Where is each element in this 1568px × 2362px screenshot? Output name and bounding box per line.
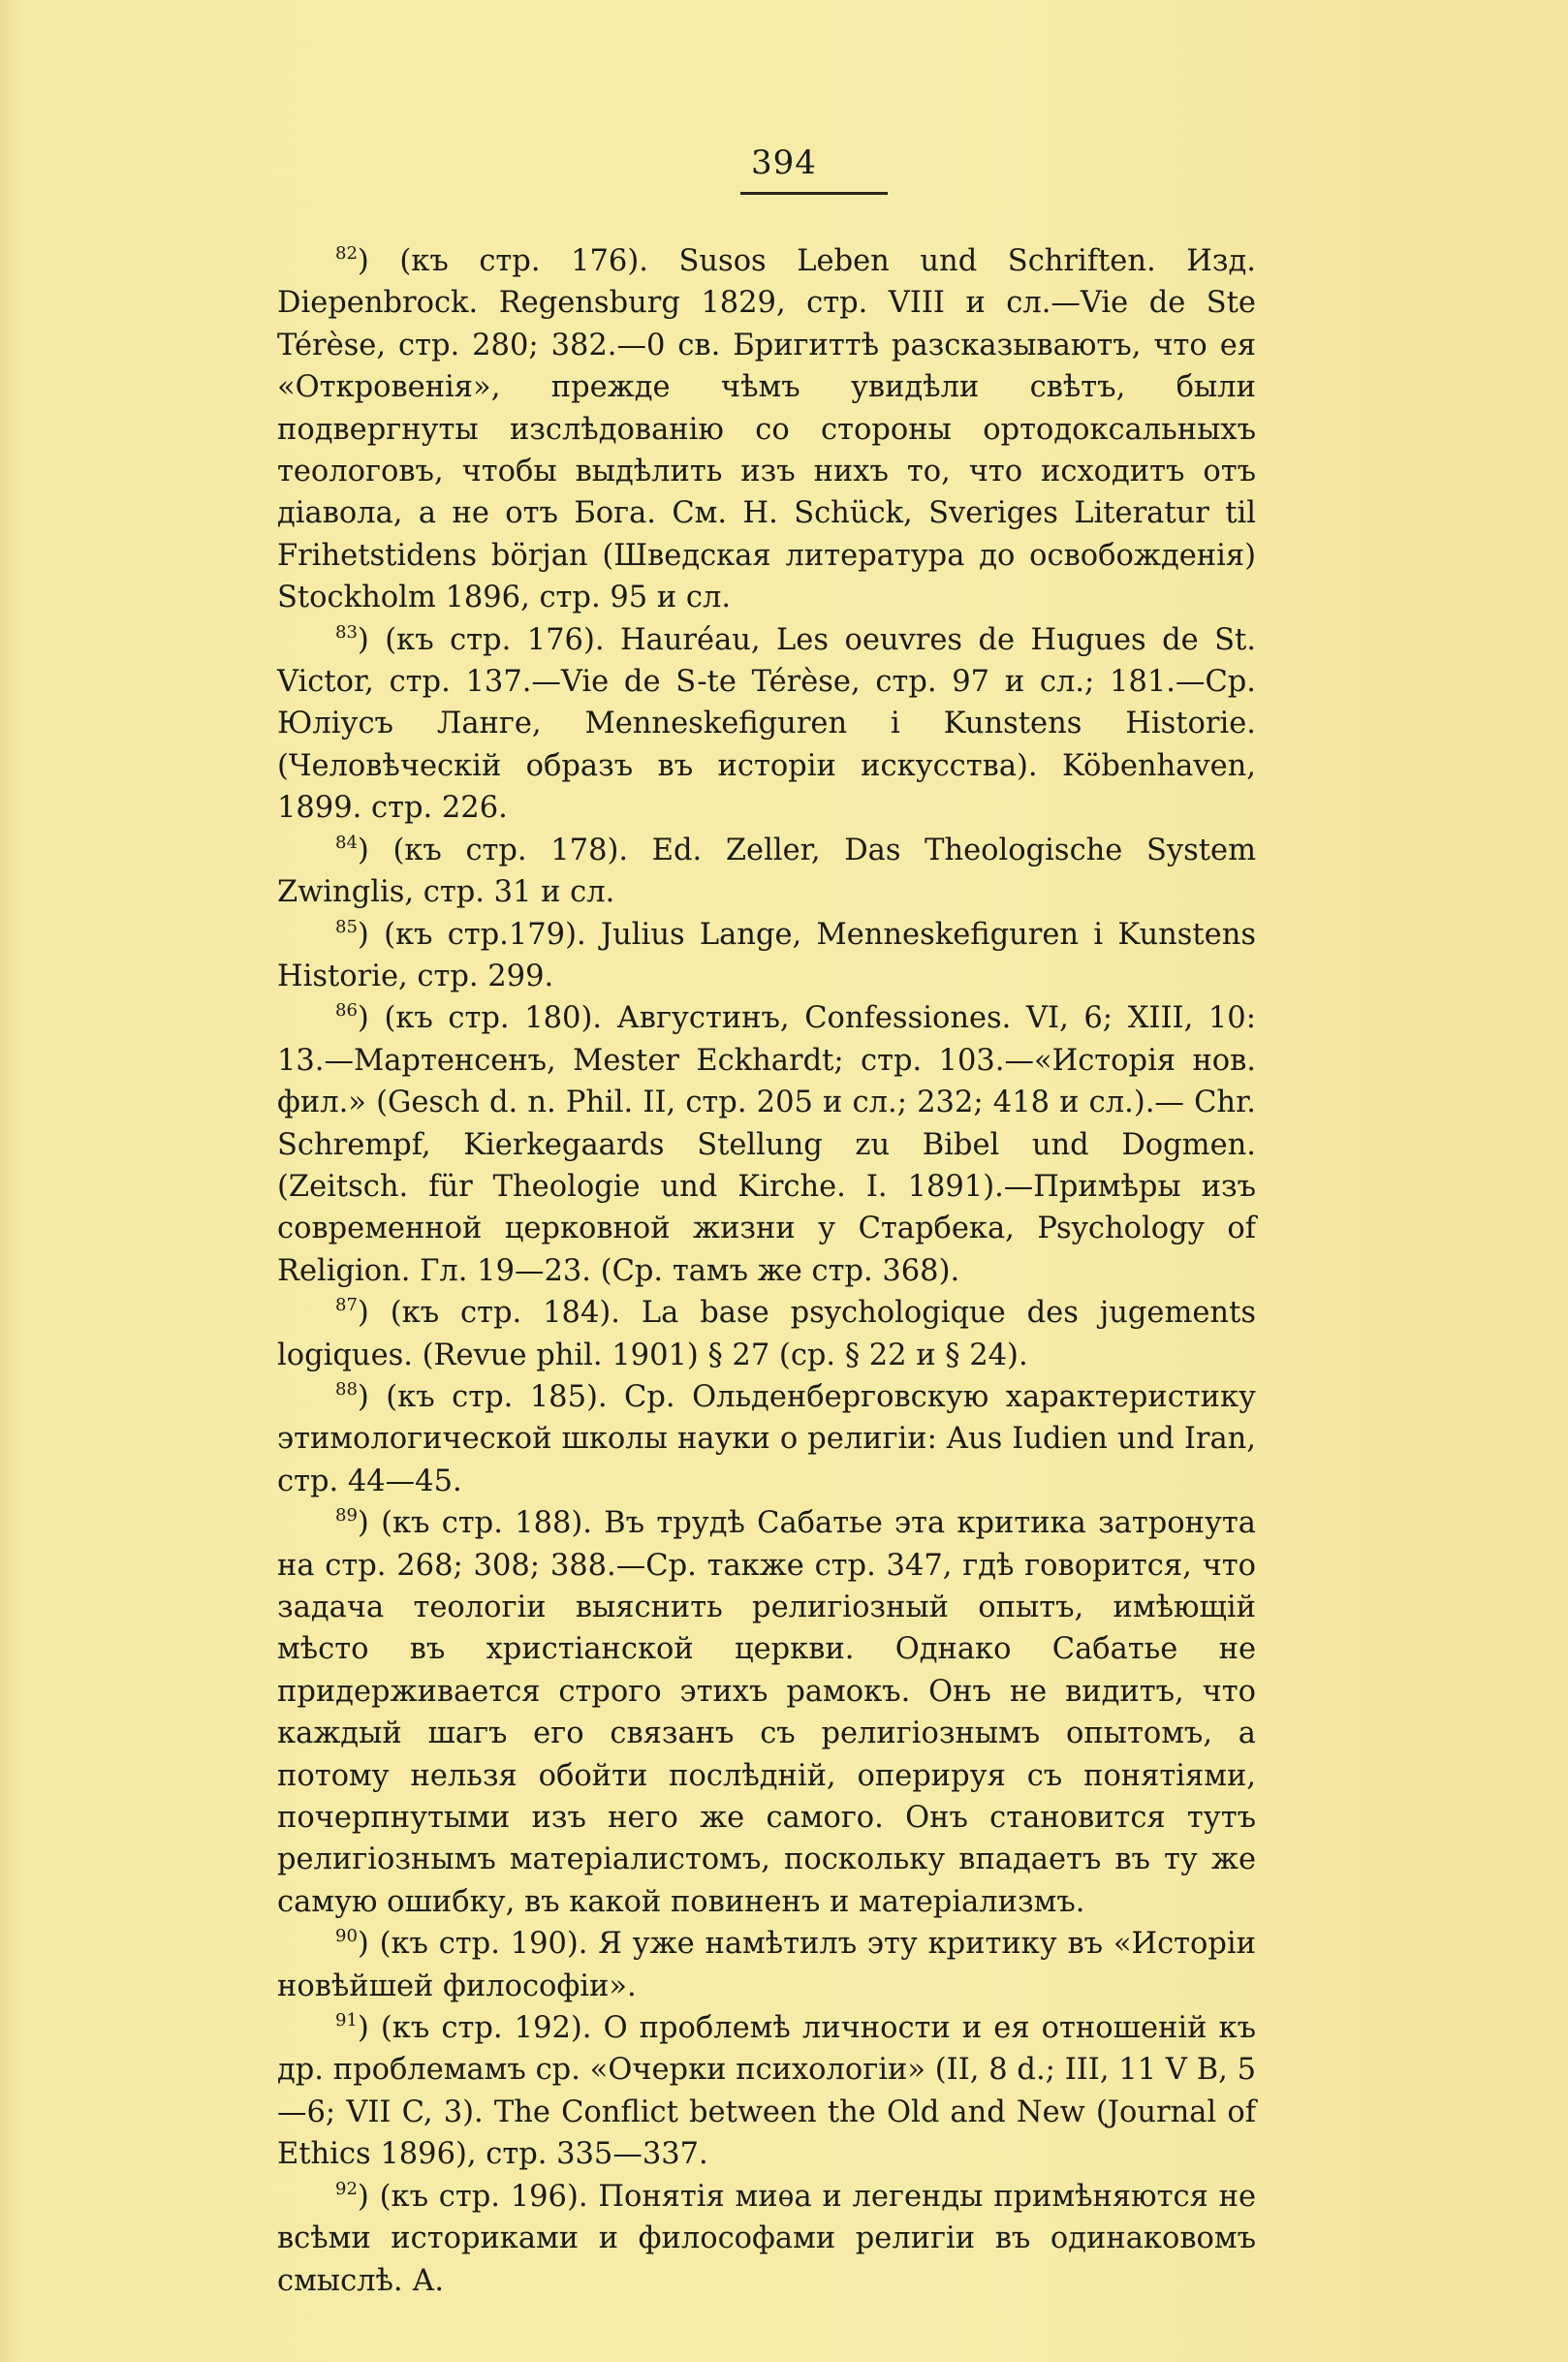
endnote-number: 82 <box>335 243 358 264</box>
endnote <box>277 2007 1256 2176</box>
endnote-number: 86 <box>335 1000 358 1022</box>
endnotes <box>277 240 1256 2302</box>
endnote-text: ) (къ стр. 176). Hauréau, Les oeuvres de Hugues de St. Victor, стр. 137.—Vie de S-te Térèse, стр. 97 и сл.; 181.—Ср. Юліусъ Ланге, Menneskefiguren i Kunstens Historie. (Человѣческій образъ въ исторіи искусства). Köbenhaven, 1899. стр. 226. <box>277 622 1256 826</box>
endnote-text: ) (къ стр. 176). Susos Leben und Schriften. Изд. Diepenbrock. Regensburg 1829, стр. VIII и сл.—Vie de Ste Térèse, стр. 280; 382.—0 св. Бригиттѣ разсказываютъ, что ея «Откровенія», прежде чѣмъ увидѣли свѣтъ, были подвергнуты изслѣдованію со стороны ортодоксальныхъ теологовъ, чтобы выдѣлить изъ нихъ то, что исходитъ отъ діавола, а не отъ Бога. См. H. Schück, Sveriges Literatur til Frihetstidens början (Шведская литература до освобожденія) Stockholm 1896, стр. 95 и сл. <box>277 244 1256 615</box>
endnote-number: 92 <box>335 2178 358 2199</box>
endnote <box>277 1923 1256 2007</box>
endnote-text: ) (къ стр. 190). Я уже намѣтилъ эту критику въ «Исторіи новѣйшей философіи». <box>277 1927 1256 2003</box>
endnote <box>277 997 1256 1292</box>
endnote-text: ) (къ стр. 184). La base psychologique des jugements logiques. (Revue phil. 1901) § 27 (ср. § 22 и § 24). <box>277 1296 1256 1372</box>
endnote <box>277 1292 1256 1376</box>
endnote-number: 85 <box>335 916 358 937</box>
endnote <box>277 240 1256 619</box>
endnote-number: 83 <box>335 621 358 643</box>
endnote-number: 87 <box>335 1295 358 1316</box>
endnote-text: ) (къ стр. 196). Понятія миѳа и легенды примѣняются не всѣми историками и философами религіи въ одинаковомъ смыслѣ. А. <box>277 2179 1256 2298</box>
endnote-text: ) (къ стр. 192). О проблемѣ личности и ея отношеній къ др. проблемамъ ср. «Очерки психологіи» (II, 8 d.; III, 11 V B, 5—6; VII C, 3). The Conflict between the Old and New (Journal of Ethics 1896), стр. 335—337. <box>277 2011 1256 2172</box>
endnote <box>277 1376 1256 1502</box>
endnote-number: 88 <box>335 1378 358 1400</box>
endnote-text: ) (къ стр. 185). Ср. Ольденберговскую характеристику этимологической школы науки о религіи: Aus Iudien und Iran, стр. 44—45. <box>277 1379 1256 1498</box>
endnote <box>277 2176 1256 2302</box>
endnote-number: 91 <box>335 2010 358 2031</box>
endnote <box>277 830 1256 914</box>
page-number: 394 <box>751 143 817 182</box>
endnote-number: 89 <box>335 1505 358 1527</box>
endnote <box>277 619 1256 830</box>
endnote-text: ) (къ стр. 178). Ed. Zeller, Das Theologische System Zwinglis, стр. 31 и сл. <box>277 833 1256 910</box>
endnote-text: ) (къ стр.179). Julius Lange, Menneskefiguren i Kunstens Historie, стр. 299. <box>277 917 1256 993</box>
endnote-number: 84 <box>335 832 358 853</box>
endnote-text: ) (къ стр. 188). Въ трудѣ Сабатье эта критика затронута на стр. 268; 308; 388.—Ср. также стр. 347, гдѣ говорится, что задача теологіи выяснить религіозный опытъ, имѣющій мѣсто въ христіанской церкви. Однако Сабатье не придерживается строго этихъ рамокъ. Онъ не видитъ, что каждый шагъ его связанъ съ религіознымъ опытомъ, а потому нельзя обойти послѣдній, оперируя съ понятіями, почерпнутыми изъ него же самого. Онъ становится тутъ религіознымъ матеріалистомъ, поскольку впадаетъ въ ту же самую ошибку, въ какой повиненъ и матеріализмъ. <box>277 1506 1256 1919</box>
endnote-text: ) (къ стр. 180). Августинъ, Confessiones. VI, 6; XIII, 10: 13.—Мартенсенъ, Mester Eckhardt; стр. 103.—«Исторія нов. фил.» (Gesch d. n. Phil. II, стр. 205 и сл.; 232; 418 и сл.).— Chr. Schrempf, Kierkegaards Stellung zu Bibel und Dogmen. (Zeitsch. für Theologie und Kirche. I. 1891).—Примѣры изъ современной церковной жизни у Старбека, Psychology of Religion. Гл. 19—23. (Ср. тамъ же стр. 368). <box>277 1001 1256 1288</box>
endnote <box>277 1502 1256 1923</box>
header-rule <box>740 192 888 195</box>
endnote <box>277 914 1256 998</box>
endnote-number: 90 <box>335 1926 358 1947</box>
